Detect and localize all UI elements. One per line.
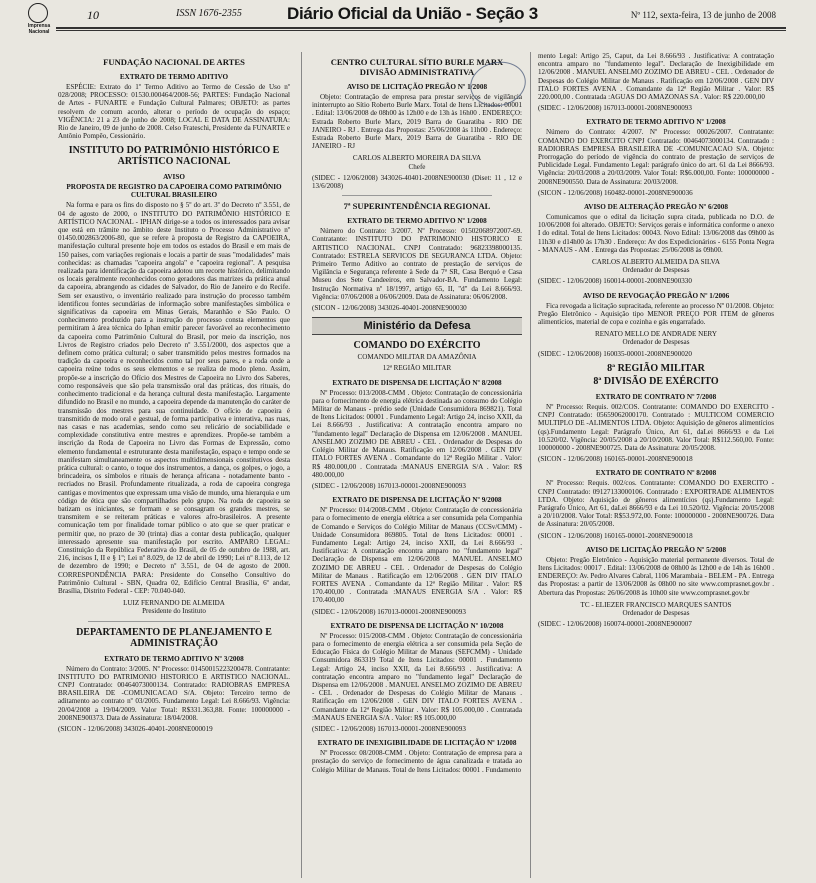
notice-body: ESPÉCIE: Extrato do 1º Termo Aditivo ao Termo de Cessão de Uso nº 028/2008; PROCESSO: 01530.000464/2008-56; PARTES: Fundação Nacional de Artes - FUNARTE e Fundação Cultural Palmares; OBJETO: as partes resolvem de comum acordo, alterar o período de ocupação do espaço; VIGÊNCIA: 21 a 23 de junho de 2008; LOCAL E DATA DE ASSINATURA: Rio de Janeiro, 09 de junho de 2008. Celso Frateschi, Presidente da FUNARTE e Antônio Pompêo, Cessionário. bbox=[58, 83, 290, 141]
notice-title: EXTRATO DE DISPENSA DE LICITAÇÃO Nº 10/2008 bbox=[330, 621, 504, 630]
notice-body: Nº Processo: 014/2008-CMM . Objeto: Contratação de concessionária para o fornecimento de energia elétrica a ser consumida pela Companhia de Comando e Serviços do Colégio Militar de Manaus (CCSv/CMM) - Unidade Consumidora 869805. Total de Itens Licitados: 00001 . Fundamento Legal: Artigo 24, inciso XXII, da Lei 8.666/93 . Justificativa: A contratação encontra amparo no "fundamento legal" Declaração de Dispensa em 12/06/2008 . MANUEL ANSELMO ZOZIMO DE ABREU - CEL . Ordenador de Despesas do Colégio Militar de Manaus . Ratificação em 12/06/2008 . GEN DIV ITALO FORTES AVENA . Comandante da 12ª Região Militar . Valor: R$ 170.400,00 . Contratada :MANAUS ENERGIA S/A . Valor: R$ 170.400,00 bbox=[312, 506, 522, 605]
notice-title: EXTRATO DE DISPENSA DE LICITAÇÃO Nº 8/2008 bbox=[332, 378, 502, 387]
reference-code: (SIDEC - 12/06/2008) 160014-00001-2008NE900330 bbox=[538, 277, 692, 286]
separator bbox=[342, 195, 492, 196]
notice-body: Nº Processo: 013/2008-CMM . Objeto: Contratação de concessionária para o fornecimento de energia elétrica destinada ao consumo do Colégio Militar de Manaus - prédio sede (Unidade Consumidora 869821). Total de Itens Licitados: 00001 . Fundamento Legal: Artigo 24, inciso XXII, da Lei 8.666/93 . Justificativa: A contratação encontra amparo no "fundamento legal" Declaração de Dispensa em 12/06/2008 . MANUEL ANSELMO ZOZIMO DE ABREU - CEL . Ordenador de Despesas do Colégio Militar de Manaus. Ratificação em 12/06/2008 . GEN DIV ITALO FORTES AVENA . Comandante do 12ª Região Militar . Valor: R$ 480.000,00 . Contratada :MANAUS ENERGIA S/A . Valor: R$ 480.000,00 bbox=[312, 388, 522, 479]
reference-code: (SICON - 12/06/2008) 160165-00001-2008NE900018 bbox=[538, 455, 693, 464]
notice-body: Nº Processo: 08/2008-CMM . Objeto: Contratação de empresa para a prestação do serviço de fornecimento de água canalizada e tratada ao Colégio Militar de Manaus. Total de Itens Licitados: 00001 . Fundamento bbox=[312, 749, 522, 774]
section-title: 8ª REGIÃO MILITAR bbox=[607, 362, 705, 374]
notice-body: Nº Processo: Requis. 002/cos. Contratante: COMANDO DO EXERCITO -CNPJ Contratado: 09127133000106. Contratado : EXPORTRADE ALIMENTOS LTDA. Objeto: Aquisição de gêneros alimentícios (qs).Fundamento Legal: Parágrafo Único, Art 61, daLei 8666/93 e da Lei 10.520/02. Vigência: 20/05/2008 a 20/10/2008. Valor Total: R$53.972,00. Fonte: 100000000 - 2008NE900726. Data de Assinatura: 20/05/2008. bbox=[538, 479, 774, 529]
notice-title: EXTRATO DE TERMO ADITIVO Nº 3/2008 bbox=[104, 654, 244, 663]
notice-body: Número do Contrato: 3/2005. Nº Processo: 01450015223200478. Contratante: INSTITUTO DO PATRIMONIO HISTORICO E ARTISTICO NACIONAL. CNPJ Contratado: 00464073000134. Contratado: RADIOBRAS EMPRESA BRASILEIRA DE -COMUNICACAO S/A. Objeto: Terceiro termo de aditamento ao contrato nº 03/2005. Fundamento Legal: Lei 8.666/93. Vigência: 20/04/2008 a 19/04/2009. Valor Total: R$331.363,88. Fonte: 100000000 - 2008NE900373. Data de Assinatura: 18/04/2008. bbox=[58, 664, 290, 722]
issue-number: Nº 112, sexta-feira, 13 de junho de 2008 bbox=[630, 10, 776, 20]
section-title: 7ª SUPERINTENDÊNCIA REGIONAL bbox=[343, 201, 491, 212]
section-title: FUNDAÇÃO NACIONAL DE ARTES bbox=[103, 57, 245, 67]
notice-title: AVISO bbox=[163, 173, 185, 182]
reference-code: (SIDEC - 12/06/2008) 167013-00001-2008NE900093 bbox=[538, 104, 692, 113]
notice-body: Número do Contrato: 4/2007. Nº Processo: 00026/2007. Contratante: COMANDO DO EXERCITO CNPJ Contratado: 00464073000134. Contratado : RADIOBRAS EMPRESA BRASILEIRA DE -COMUNICACAO S/A. Objeto: Prorrogação do período de vigência do contrato de prestação de serviços de Publicidade Legal. Fundamento Legal: parágrafo único do art. 61 da Lei 8666/93. Vigência: 20/03/2008 a 20/03/2009. Valor Total: R$6.000,00. Fonte: 100000000 - 2008NE900550. Data de Assinatura: 20/03/2008. bbox=[538, 128, 774, 186]
separator bbox=[88, 621, 260, 622]
notice-body: Número do Contrato: 3/2007. Nº Processo: 01502068972007-69. Contratante: INSTITUTO DO PATRIMONIO HISTORICO E ARTISTICO NACIONAL. CNPJ Contratado: 96823398000135. Contratado: ESTRELA SERVICOS DE SEGURANCA LTDA. Objeto: Primeiro Termo Aditivo ao contrato de prestação de serviços de Vigilância e Segurança referente à Sede da 7ª SR, Casa Berquó e Casa Museu dos Sete Candeeiros, em Salvador-BA. Fundamento Legal: Instrução Normativa nº 18/1997, artigo 65, II, "d" da Lei 8.666/93. Vigência: 07/06/2008 a 06/06/2009. Data de Assinatura: 06/06/2008. bbox=[312, 227, 522, 301]
signatory-role: Chefe bbox=[408, 162, 426, 171]
notice-title: AVISO DE LICITAÇÃO PREGÃO Nº 1/2008 bbox=[346, 83, 488, 91]
reference-code: (SIDEC - 12/06/2008) 343026-40401-2008NE900030 (Diset: 11 , 12 e 13/6/2008) bbox=[312, 173, 522, 191]
notice-title: AVISO DE REVOGAÇÃO PREGÃO Nº 1/2006 bbox=[582, 291, 730, 300]
section-title: INSTITUTO DO PATRIMÔNIO HISTÓRICO E ARTÍSTICO NACIONAL bbox=[68, 145, 280, 168]
notice-body: Nº Processo: 015/2008-CMM . Objeto: Contratação de concessionária para o fornecimento de energia elétrica a ser consumida pela Seção de Educação Física do Colégio Militar de Manaus (SEFCMM) - Unidade Consumidora 863319 Total de Itens Licitados: 00001 . Fundamento Legal: Artigo 24, inciso XXII, da Lei 8.666/93 . Justificativa: A contratação encontra amparo no "fundamento legal" Declaração de Dispensa em 12/06/2008 . MANUEL ANSELMO ZOZIMO DE ABREU - CEL . Ordenador de Despesas do Colégio Militar de Manaus . Ratificação em 12/06/2008 . GEN DIV ITALO FORTES AVENA . Comandante da 12ª Região Militar . Valor: R$ 105.000,00 . Contratada :MANAUS ENERGIA S/A . Valor: R$ 105.000,00 bbox=[312, 631, 522, 722]
notice-body: Comunicamos que o edital da licitação supra citada, publicada no D.O. de 10/06/2008 foi alterado. OBJETO: Serviços gerais e informática conforme o anexo I do edital. Total de Itens Licitados: 00043. Novo Edital: 13/06/2008 das 09h00 às 11h30 e d14h00 às 17h30 . Endereço: Av dos Expedicionários - 6155 Ponta Negra - MANAUS - AM . Entrega das Propostas: 25/06/2008 às 09h00. bbox=[538, 213, 774, 254]
reference-code: (SICON - 12/06/2008) 160482-00001-2008NE900036 bbox=[538, 188, 693, 197]
ministry-band: Ministério da Defesa bbox=[312, 317, 522, 335]
notice-title: AVISO DE LICITAÇÃO PREGÃO Nº 5/2008 bbox=[585, 545, 727, 554]
reference-code: (SICON - 12/06/2008) 160165-00001-2008NE900018 bbox=[538, 531, 693, 540]
header-rule bbox=[56, 27, 786, 29]
column-3 bbox=[538, 52, 774, 878]
notice-title: EXTRATO DE TERMO ADITIVO Nº 1/2008 bbox=[347, 217, 487, 226]
column-2 bbox=[312, 52, 522, 878]
seal-label: Imprensa Nacional bbox=[27, 23, 51, 35]
notice-body: Nº Processo: Requis. 002/COS. Contratante: COMANDO DO EXERCITO -CNPJ Contratado: 05659062000170. Contratado : MULTICOM COMERCIO MULTIPLO DE -ALIMENTOS LTDA. Objeto: Aquisição de gêneros alimentícios (qs).Fundamento Legal: Parágrafo Único, Art 61, daLei 8666/93 e da Lei 10.520/02. Vigência: 20/05/2008 a 20/10/2008. Valor Total: R$112.560,00. Fonte: 100000000 - 2008NE900725. Data de Assinatura: 20/05/2008. bbox=[538, 402, 774, 452]
section-subtitle: COMANDO MILITAR DA AMAZÔNIA bbox=[357, 353, 477, 362]
notice-title: EXTRATO DE INEXIGIBILIDADE DE LICITAÇÃO Nº 1/2008 bbox=[317, 739, 517, 748]
reference-code: (SIDEC - 12/06/2008) 167013-00001-2008NE900093 bbox=[312, 481, 466, 490]
section-title: DEPARTAMENTO DE PLANEJAMENTO E ADMINISTRAÇÃO bbox=[76, 626, 272, 649]
signatory: RENATO MELLO DE ANDRADE NERY bbox=[594, 330, 718, 339]
signatory: TC - ELIEZER FRANCISCO MARQUES SANTOS bbox=[580, 600, 732, 609]
section-title: CENTRO CULTURAL SÍTIO BURLE MARX DIVISÃO ADMINISTRATIVA bbox=[330, 57, 504, 77]
page-header bbox=[0, 0, 816, 50]
notice-body: Na forma e para os fins do disposto no § 5º do art. 3º do Decreto nº 3.551, de 04 de agosto de 2000, o INSTITUTO DO PATRIMÔNIO HISTÓRICO E ARTÍSTICO NACIONAL - IPHAN dirige-se a todos os interessados para avisar que está em trâmite no âmbito deste Instituto o Processo Administrativo nº 01450.002863/2006-80, que se refere à proposta de Registro da CAPOEIRA, manifestação cultural presente hoje em todos os estados do Brasil e em mais de 150 países, com variações regionais e locais a partir de suas "modalidades" mais conhecidas: as chamadas "capoeira angola" e "capoeira regional". A pesquisa realizada para identificação da capoeira adotou um recorte histórico, delimitando os locais geralmente reconhecidos como geradores das matrizes da prática atual da capoeira, abrangendo as cidades de Salvador, do Rio de Janeiro e do Recife. Sem ser exaustivo, o inventário realizado para instrução do processo também identificou fontes secundárias de informação sobre manifestações simbólica e significativas da capoeira em Minas Gerais, Maranhão e São Paulo. O conhecimento produzido para a instrução do processo consta elementos que permitiram à área técnica do Iphan emitir parecer favorável ao reconhecimento da capoeira como Patrimônio Cultural do Brasil, por meio da inscrição, nos Livros de Registro criados pelo Decreto nº 3.551/2000, dos aspectos que a definem como prática cultural; o saber transmitido pelos mestres formados na tradição da capoeira e reconhecidos como tal por seus pares, e a roda onde a capoeira reúne todos os seus elementos e se realiza de modo pleno. Assim, propõe-se a inscrição do Ofício dos Mestres de Capoeira no Livro dos Saberes, como responsáveis que são pela transmissão oral das práticas, dos rituais, do conhecimento tradicional e da herança cultural desta manifestação. Largamente difundido no Brasil e no mundo, a capoeira depende da manutenção do caráter de transmissão dos mestres para sua continuidade. O ofício de capoeira é transmitido de modo oral e gestual, de forma participativa e interativa, nas ruas, nas casas e nas academias, sendo como seu relicário de sociabilidade e complexidade constitutiva entre mestres e aprendizes. Propõe-se também a inscrição da Roda de Capoeira no Livro das Formas de Expressão, como elemento fundamental e estruturante desta manifestação, espaço e tempo onde se manifestam simultaneamente os aspectos multidimensionais constitutivos desta prática cultural: o canto, o toque dos instrumentos, a dança, os golpes, o jogo, a brincadeira, os símbolos e rituais de herança africana - notadamente banto - recriados no Brasil. Profundamente ritualizada, a roda de capoeira congrega cantigas e movimentos que expressam uma visão de mundo, uma hierarquia e um código de ética que são compartilhados pelo grupo. Na roda de capoeira se batizam os iniciantes, se formam e se consagram os grandes mestres, se transmitem e se reiteram práticas e valores afro-brasileiros. A presente comunicação tem por finalidade tornar público o ato que se quer praticar e permitir que, no prazo de 30 (trinta) dias a contar desta publicação, qualquer interessado apresente sua manifestação por escrito. AMPARO LEGAL: Constituição da República Federativa do Brasil, de 05 de outubro de 1988, art. 216, incisos I, II e § 1º; Lei nº 8.029, de 12 de abril de 1990; Lei nº 8.113, de 12 de dezembro de 1990; e Decreto nº 3.551, de 04 de agosto de 2000. CORRESPONDÊNCIA PARA: Presidente do Conselho Consultivo do Patrimônio Cultural - SBN, Quadra 02, Edifício Central Brasília, 6º andar, Brasília, Distrito Federal - CEP: 70.040-040. bbox=[58, 201, 290, 595]
seal-icon bbox=[28, 3, 48, 23]
header-rule-thin bbox=[56, 30, 786, 31]
reference-code: (SIDEC - 12/06/2008) 167013-00001-2008NE900093 bbox=[312, 724, 466, 733]
notice-title: EXTRATO DE TERMO ADITIVO Nº 1/2008 bbox=[586, 118, 726, 127]
publication-title: Diário Oficial da União - Seção 3 bbox=[287, 4, 538, 23]
signatory: CARLOS ALBERTO MOREIRA DA SILVA bbox=[352, 154, 482, 163]
reference-code: (SIDEC - 12/06/2008) 167013-00001-2008NE900093 bbox=[312, 607, 466, 616]
notice-subtitle: PROPOSTA DE REGISTRO DA CAPOEIRA COMO PATRIMÔNIO CULTURAL BRASILEIRO bbox=[66, 183, 282, 200]
section-subtitle: 12ª REGIÃO MILITAR bbox=[382, 364, 452, 373]
section-title: COMANDO DO EXÉRCITO bbox=[353, 340, 481, 352]
signatory: LUIZ FERNANDO DE ALMEIDA bbox=[123, 599, 225, 608]
column-1 bbox=[58, 52, 290, 878]
signatory: CARLOS ALBERTO ALMEIDA DA SILVA bbox=[592, 258, 720, 267]
notice-title: EXTRATO DE CONTRATO Nº 8/2008 bbox=[595, 469, 717, 478]
column-divider bbox=[301, 52, 302, 878]
reference-code: (SIDEC - 12/06/2008) 160074-00001-2008NE900007 bbox=[538, 620, 692, 629]
notice-title: EXTRATO DE TERMO ADITIVO bbox=[119, 73, 229, 81]
notice-body: Objeto: Contratação de empresa para prestar serviços de vigilância ininterrupto ao Sítio Roberto Burle Marx. Total de Itens Licitados: 00001 . Edital: 13/06/2008 de 08h00 às 12h00 e de 13h às 16h00 . ENDEREÇO: Estrada Roberto Burle Marx, 2019 Barra de Guaratiba - RIO DE JANEIRO - RJ . Entrega das Propostas: 25/06/2008 às 11h00 . Endereço: Estrada Roberto Burle Marx, 2019 Barra de Guaratiba - RIO DE JANEIRO - RJ bbox=[312, 93, 522, 151]
notice-title: AVISO DE ALTERAÇÃO PREGÃO Nº 6/2008 bbox=[584, 203, 728, 212]
column-divider bbox=[530, 52, 531, 878]
reference-code: (SICON - 12/06/2008) 343026-40401-2008NE000019 bbox=[58, 725, 213, 733]
signatory-role: Ordenador de Despesas bbox=[622, 608, 690, 617]
issn: ISSN 1676-2355 bbox=[176, 8, 242, 19]
notice-title: EXTRATO DE CONTRATO Nº 7/2008 bbox=[595, 392, 717, 401]
section-title: 8ª DIVISÃO DE EXÉRCITO bbox=[593, 375, 719, 387]
signatory-role: Presidente do Instituto bbox=[142, 607, 206, 616]
notice-body: Fica revogada a licitação supracitada, referente ao processo Nº 01/2008. Objeto: Pregão Eletrônico - Aquisição tipo MENOR PREÇO POR ITEM de gêneros alimentícios, material de copa e cozinha e gás engarrafado. bbox=[538, 301, 774, 327]
notice-body: mento Legal: Artigo 25, Caput, da Lei 8.666/93 . Justificativa: A contratação encontra amparo no "fundamento legal". Declaração de Inexigibilidade em 12/06/2008 . MANUEL ANSELMO ZOZIMO DE ABREU - CEL . Ordenador de Despesas do Colégio Militar de Manaus . Ratificação em 12/06/2008 . GEN DIV ITALO FORTES AVENA . Comandante da 12ª Região Militar . Valor: R$ 220.000,00 . Contratada :AGUAS DO AMAZONAS SA . Valor: R$ 220.000,00 bbox=[538, 52, 774, 102]
page-number: 10 bbox=[87, 8, 99, 22]
reference-code: (SIDEC - 12/06/2008) 160035-00001-2008NE900020 bbox=[538, 349, 692, 358]
signatory-role: Ordenador de Despesas bbox=[622, 338, 690, 347]
signatory-role: Ordenador de Despesas bbox=[622, 266, 690, 275]
notice-title: EXTRATO DE DISPENSA DE LICITAÇÃO Nº 9/2008 bbox=[332, 496, 502, 505]
notice-body: Objeto: Pregão Eletrônico - Aquisição material permanente diversos. Total de Itens Licitados: 00017 . Edital: 13/06/2008 de 08h00 às 12h00 e de 14h às 16h00 . ENDEREÇO: Av. Pedro Alvares Cabral, 1106 Marambaia - BELEM - PA . Entrega das Propostas: a partir de 13/06/2008 às 08h00 no site www.comprasnet.gov.br . Abertura das Propostas: 26/06/2008 às 10h00 site www.comprasnet.gov.br bbox=[538, 555, 774, 597]
reference-code: (SICON - 12/06/2008) 343026-40401-2008NE900030 bbox=[312, 304, 467, 313]
